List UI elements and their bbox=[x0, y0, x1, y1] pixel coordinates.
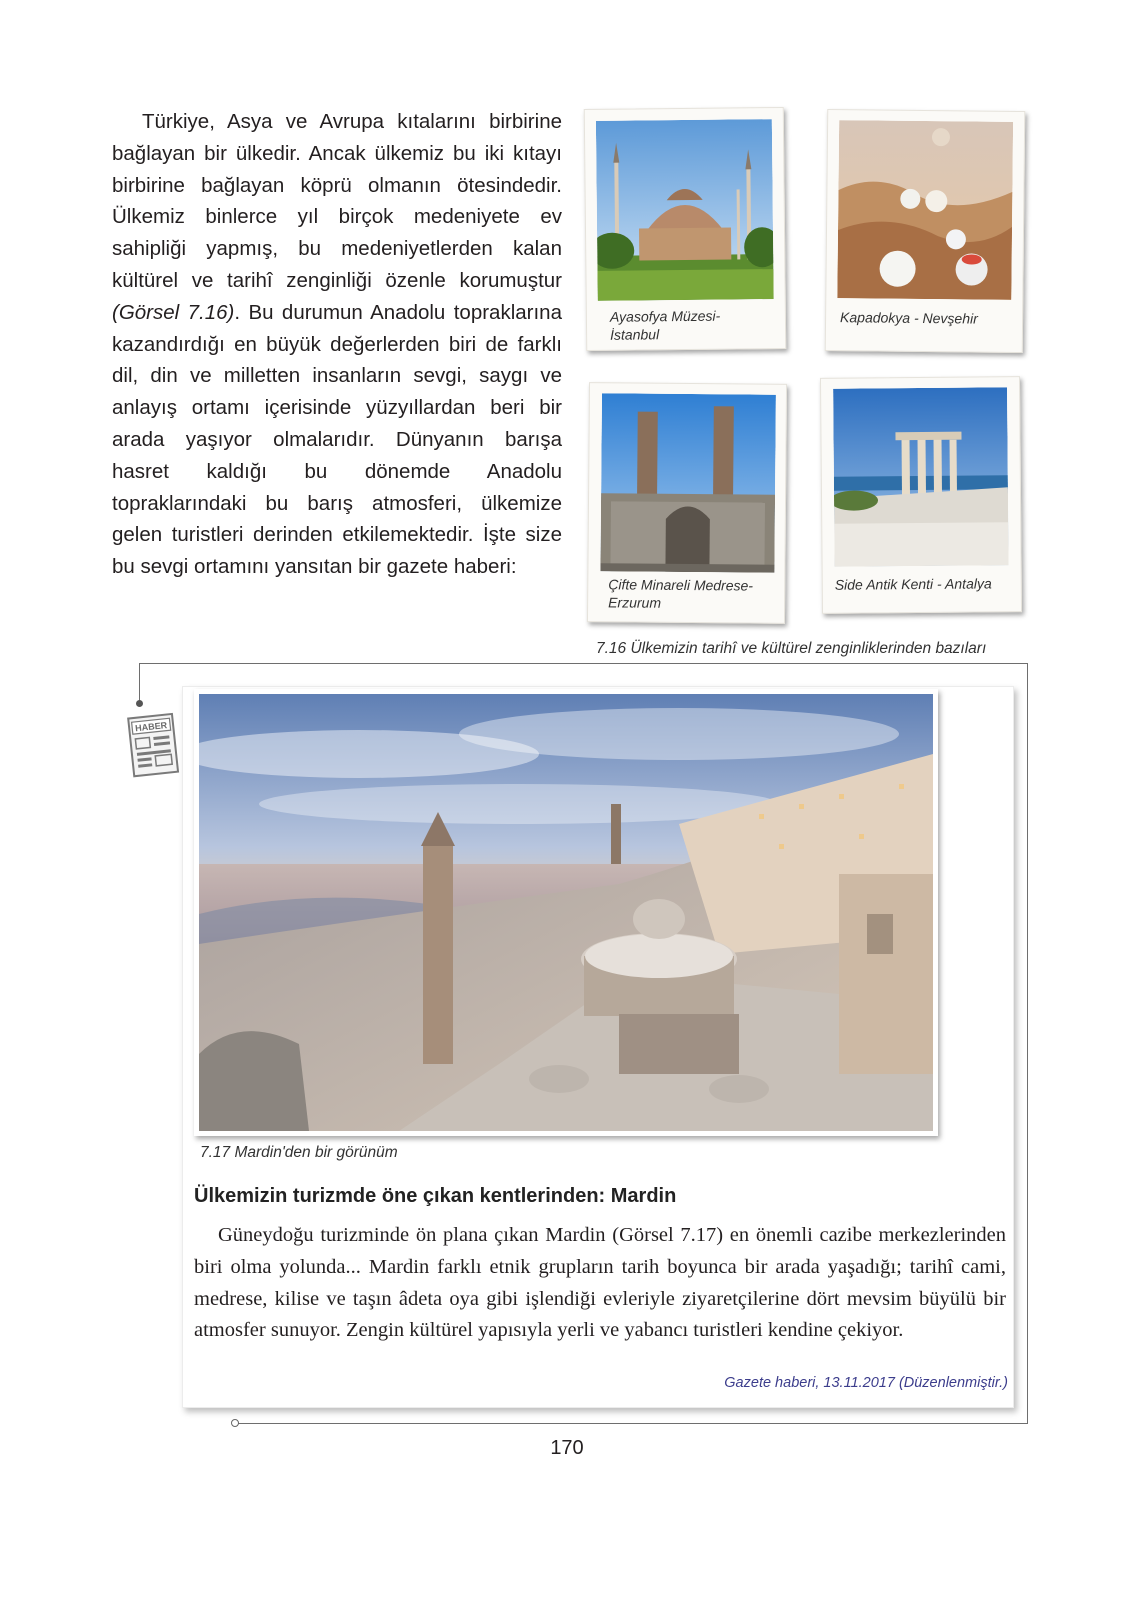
intro-text-a: Türkiye, Asya ve Avrupa kıtalarını birbirine bağlayan bir ülkedir. Ancak ülkemiz bu iki kıtayı birbirine bağlayan köprü olmanın ötesindedir. Ülkemiz binlerce yıl birçok medeniyete ev sahipliği yapmış, bu medeniyetlerden kalan kültürel ve tarihî zenginliği özenle korumuştur bbox=[112, 110, 562, 292]
page-number: 170 bbox=[550, 1437, 584, 1459]
photo-cifte-minareli bbox=[587, 382, 787, 624]
news-source: Gazete haberi, 13.11.2017 (Düzenlenmiştir.) bbox=[724, 1375, 1008, 1391]
cifte-minareli-caption-line1: Çifte Minareli Medrese- bbox=[608, 576, 754, 594]
intro-figure-ref: (Görsel 7.16) bbox=[112, 300, 235, 324]
intro-paragraph bbox=[112, 106, 562, 583]
ayasofya-caption-line1: Ayasofya Müzesi- bbox=[609, 307, 721, 325]
frame-left-line bbox=[139, 663, 140, 703]
frame-top-line bbox=[139, 663, 1028, 664]
haber-label: HABER bbox=[134, 720, 168, 734]
frame-right-line bbox=[1027, 663, 1028, 1423]
news-title: Ülkemizin turizmde öne çıkan kentlerinden: Mardin bbox=[194, 1185, 677, 1207]
mardin-photo bbox=[194, 689, 938, 1136]
cifte-minareli-caption-line2: Erzurum bbox=[608, 594, 662, 611]
figure-716-caption: 7.16 Ülkemizin tarihî ve kültürel zenginliklerinden bazıları bbox=[596, 640, 987, 657]
frame-left-dot bbox=[136, 700, 143, 707]
frame-bottom-dot bbox=[231, 1419, 239, 1427]
ayasofya-caption-line2: İstanbul bbox=[610, 326, 660, 343]
news-body: Güneydoğu turizminde ön plana çıkan Mardin (Görsel 7.17) en önemli cazibe merkezlerinden biri olma yolunda... Mardin farklı etnik grupların tarih boyunca bir arada yaşadığı; tarihî cami, medrese, kilise ve taşın âdeta oya gibi işlendiği evleriyle ziyaretçilerine dört mevsim büyülü bir atmosfer sunuyor. Zengin kültürel yapısıyla yerli ve yabancı turistleri kendine çekiyor. bbox=[194, 1224, 1006, 1342]
figure-717-caption: 7.17 Mardin'den bir görünüm bbox=[200, 1144, 398, 1161]
newspaper-icon bbox=[125, 708, 183, 780]
side-caption-line1: Side Antik Kenti - Antalya bbox=[834, 575, 992, 593]
kapadokya-image bbox=[837, 120, 1013, 300]
frame-bottom-line bbox=[238, 1423, 1028, 1424]
side-image bbox=[833, 387, 1009, 567]
photo-side bbox=[820, 376, 1022, 614]
photo-kapadokya bbox=[825, 109, 1026, 353]
cifte-minareli-image bbox=[600, 393, 776, 573]
kapadokya-caption-line1: Kapadokya - Nevşehir bbox=[840, 309, 978, 327]
ayasofya-image bbox=[596, 119, 774, 301]
intro-text-b: . Bu durumun Anadolu topraklarına kazandırdığı en büyük değerlerden biri de farklı dil, din ve milletten insanların sevgi, saygı ve anlayış ortamı içerisinde yüzyıllardan beri bir arada yaşıyor olmalarıdır. Dünyanın barışa hasret kaldığı bu dönemde Anadolu topraklarındaki bu barış atmosferi, ülkemize gelen turistleri derinden etkilemektedir. İşte size bu sevgi ortamını yansıtan bir gazete haberi: bbox=[112, 300, 562, 579]
photo-ayasofya bbox=[584, 107, 787, 351]
